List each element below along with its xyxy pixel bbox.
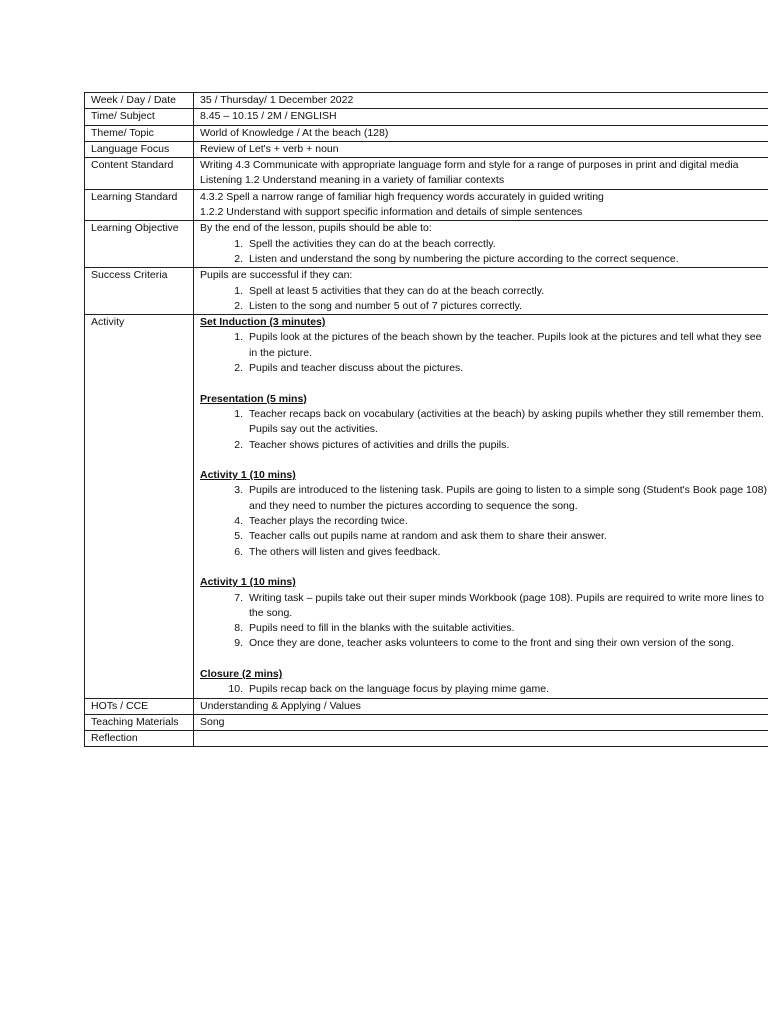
item-number: 2. (234, 362, 243, 375)
list-item (200, 682, 767, 697)
row-value (194, 221, 768, 268)
table-row (85, 93, 768, 109)
list-item (200, 621, 767, 636)
item-number: 10. (228, 683, 243, 696)
row-label: Reflection (85, 731, 194, 747)
activity-section (200, 315, 767, 376)
section-heading: Activity 1 (10 mins) (200, 576, 296, 589)
list-item (200, 330, 767, 361)
objective-intro: By the end of the lesson, pupils should be able to: (200, 222, 432, 235)
criteria-intro: Pupils are successful if they can: (200, 269, 353, 282)
list-item (200, 636, 767, 651)
activity-section (200, 575, 767, 651)
list-item (200, 438, 767, 453)
item-number: 9. (234, 637, 243, 650)
row-value: World of Knowledge / At the beach (128) (194, 125, 768, 141)
row-label: Learning Standard (85, 189, 194, 221)
row-label: Activity (85, 315, 194, 698)
table-row (85, 221, 768, 268)
table-row (85, 268, 768, 315)
section-heading: Set Induction (3 minutes) (200, 316, 326, 329)
section-heading: Presentation (5 mins) (200, 392, 307, 405)
row-label: Theme/ Topic (85, 125, 194, 141)
row-value: Review of Let's + verb + noun (194, 141, 768, 157)
row-label: Success Criteria (85, 268, 194, 315)
activity-section (200, 468, 767, 560)
list-item (200, 299, 767, 314)
item-number: 4. (234, 515, 243, 528)
item-text: Once they are done, teacher asks volunteers to come to the front and sing their own version of the song. (249, 637, 735, 650)
activity-section (200, 392, 767, 453)
item-number: 8. (234, 622, 243, 635)
item-text: The others will listen and gives feedback. (249, 545, 441, 558)
table-row (85, 158, 768, 190)
item-text: Pupils are introduced to the listening task. Pupils are going to listen to a simple song (Student's Book page 108) and they need to number the pictures according to sequence the song. (249, 484, 767, 512)
item-text: Pupils recap back on the language focus by playing mime game. (249, 683, 550, 696)
row-label: Time/ Subject (85, 109, 194, 125)
item-number: 7. (234, 591, 243, 604)
list-item (200, 407, 767, 438)
list-item (200, 514, 767, 529)
activity-list (200, 330, 767, 376)
row-value: 35 / Thursday/ 1 December 2022 (194, 93, 768, 109)
table-row (85, 109, 768, 125)
item-number: 1. (234, 237, 243, 250)
table-row (85, 315, 768, 698)
item-number: 3. (234, 484, 243, 497)
row-label: HOTs / CCE (85, 698, 194, 714)
item-number: 1. (234, 331, 243, 344)
objective-list (200, 237, 767, 268)
item-text: Teacher plays the recording twice. (249, 515, 408, 528)
table-row (85, 731, 768, 747)
row-label: Learning Objective (85, 221, 194, 268)
row-value (194, 158, 768, 190)
item-text: Pupils and teacher discuss about the pictures. (249, 362, 464, 375)
item-text: Spell at least 5 activities that they can do at the beach correctly. (249, 284, 545, 297)
table-row (85, 141, 768, 157)
table-row (85, 189, 768, 221)
row-label: Week / Day / Date (85, 93, 194, 109)
list-item (200, 483, 767, 514)
item-number: 2. (234, 252, 243, 265)
table-row (85, 125, 768, 141)
content-standard-line: Writing 4.3 Communicate with appropriate language form and style for a range of purposes in print and digital media (200, 159, 739, 172)
lesson-plan-table (84, 92, 768, 747)
list-item (200, 529, 767, 544)
row-value (194, 189, 768, 221)
content-standard-line: Listening 1.2 Understand meaning in a variety of familiar contexts (200, 174, 505, 187)
activity-list (200, 682, 767, 697)
item-number: 1. (234, 284, 243, 297)
row-label: Language Focus (85, 141, 194, 157)
item-text: Teacher recaps back on vocabulary (activities at the beach) by asking pupils whether they still remember them. Pupils say out the activities. (249, 407, 764, 436)
row-value: 8.45 – 10.15 / 2M / ENGLISH (194, 109, 768, 125)
learning-standard-line: 4.3.2 Spell a narrow range of familiar high frequency words accurately in guided writing (200, 190, 604, 203)
list-item (200, 591, 767, 622)
list-item (200, 361, 767, 376)
row-label: Teaching Materials (85, 714, 194, 730)
item-number: 1. (234, 407, 243, 420)
item-text: Spell the activities they can do at the beach correctly. (249, 237, 496, 250)
item-number: 2. (234, 438, 243, 451)
activity-list (200, 591, 767, 652)
item-text: Writing task – pupils take out their super minds Workbook (page 108). Pupils are required to write more lines to the song. (249, 591, 764, 619)
activity-section (200, 667, 767, 698)
section-heading: Activity 1 (10 mins) (200, 469, 296, 482)
row-label: Content Standard (85, 158, 194, 190)
item-number: 6. (234, 545, 243, 558)
table-row (85, 714, 768, 730)
item-number: 2. (234, 299, 243, 312)
criteria-list (200, 284, 767, 315)
item-text: Teacher shows pictures of activities and drills the pupils. (249, 438, 510, 451)
reflection-text (200, 731, 767, 746)
learning-standard-line: 1.2.2 Understand with support specific information and details of simple sentences (200, 206, 583, 219)
row-value: Understanding & Applying / Values (194, 698, 768, 714)
row-value (194, 268, 768, 315)
table-row (85, 698, 768, 714)
item-text: Pupils need to fill in the blanks with the suitable activities. (249, 622, 515, 635)
activity-list (200, 483, 767, 559)
item-text: Pupils look at the pictures of the beach shown by the teacher. Pupils look at the pictures and tell what they see in the picture. (249, 331, 762, 359)
item-text: Teacher calls out pupils name at random and ask them to share their answer. (249, 530, 607, 543)
item-text: Listen and understand the song by numbering the picture according to the correct sequence. (249, 252, 679, 265)
section-heading: Closure (2 mins) (200, 667, 283, 680)
item-text: Listen to the song and number 5 out of 7 pictures correctly. (249, 299, 522, 312)
list-item (200, 252, 767, 267)
list-item (200, 237, 767, 252)
list-item (200, 284, 767, 299)
reflection-value (194, 731, 768, 747)
activity-list (200, 407, 767, 453)
item-number: 5. (234, 530, 243, 543)
row-value (194, 315, 768, 698)
list-item (200, 545, 767, 560)
row-value: Song (194, 714, 768, 730)
